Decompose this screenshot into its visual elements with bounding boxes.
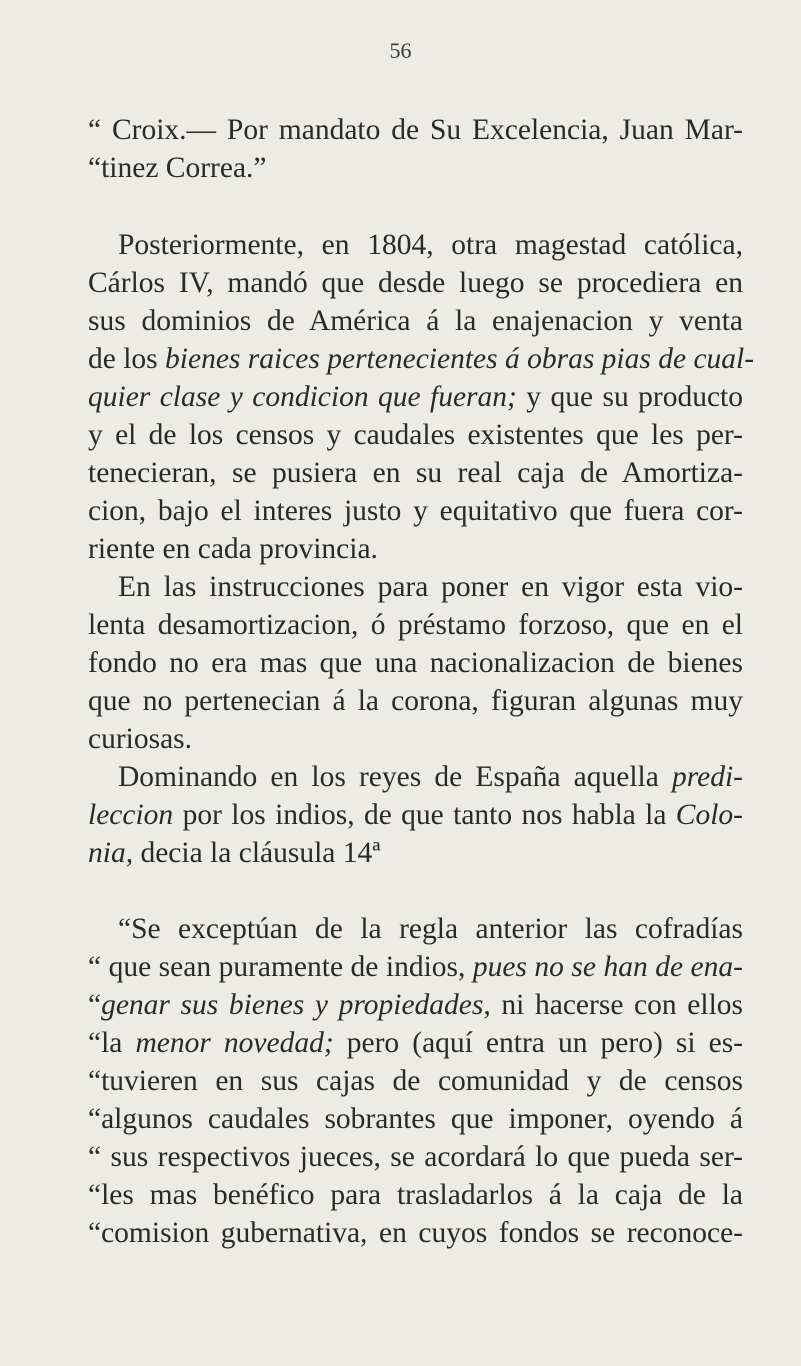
text-line: Dominando en los reyes de España aquella predi- [118,761,743,793]
text-line: “ sus respectivos jueces, se acordará lo que pueda ser- [88,1141,743,1173]
text-line: que no pertenecian á la corona, figuran algunas muy [88,685,743,717]
text-line: “comision gubernativa, en cuyos fondos se reconoce- [88,1217,743,1249]
text-line: y el de los censos y caudales existentes que les per- [88,419,743,451]
text-line: Cárlos IV, mandó que desde luego se procediera en [88,267,743,299]
text-line: quier clase y condicion que fueran; y que su producto [88,381,744,413]
text-line: “ que sean puramente de indios, pues no se han de ena- [88,951,743,983]
text-line: “algunos caudales sobrantes que imponer, oyendo á [88,1103,743,1135]
text-line: riente en cada provincia. [88,533,378,565]
text-line: “tuvieren en sus cajas de comunidad y de censos [88,1065,743,1097]
text-line: de los bienes raices pertenecientes á obras pias de cual- [88,343,755,375]
text-line: cion, bajo el interes justo y equitativo que fuera cor- [88,495,743,527]
text-line: “ Croix.— Por mandato de Su Excelencia, Juan Mar- [88,114,743,146]
text-line: “les mas benéfico para trasladarlos á la caja de la [88,1179,743,1211]
text-line: curiosas. [88,723,193,755]
text-line: lenta desamortizacion, ó préstamo forzoso, que en el [88,609,743,641]
text-line: nia, decia la cláusula 14ª [88,837,381,869]
text-line: Posteriormente, en 1804, otra magestad católica, [118,229,743,261]
text-line: “la menor novedad; pero (aquí entra un pero) si es- [88,1027,743,1059]
text-line: sus dominios de América á la enajenacion y venta [88,305,743,337]
page-number: 56 [389,38,412,63]
text-line: tenecieran, se pusiera en su real caja de Amortiza- [88,457,743,489]
text-line: En las instrucciones para poner en vigor esta vio- [118,571,743,603]
text-line: fondo no era mas que una nacionalizacion de bienes [88,647,743,679]
text-line: “Se exceptúan de la regla anterior las cofradías [118,913,743,945]
text-line: “genar sus bienes y propiedades, ni hacerse con ellos [88,989,743,1021]
text-line: leccion por los indios, de que tanto nos habla la Colo- [88,799,743,831]
text-line: “tinez Correa.” [88,152,267,184]
